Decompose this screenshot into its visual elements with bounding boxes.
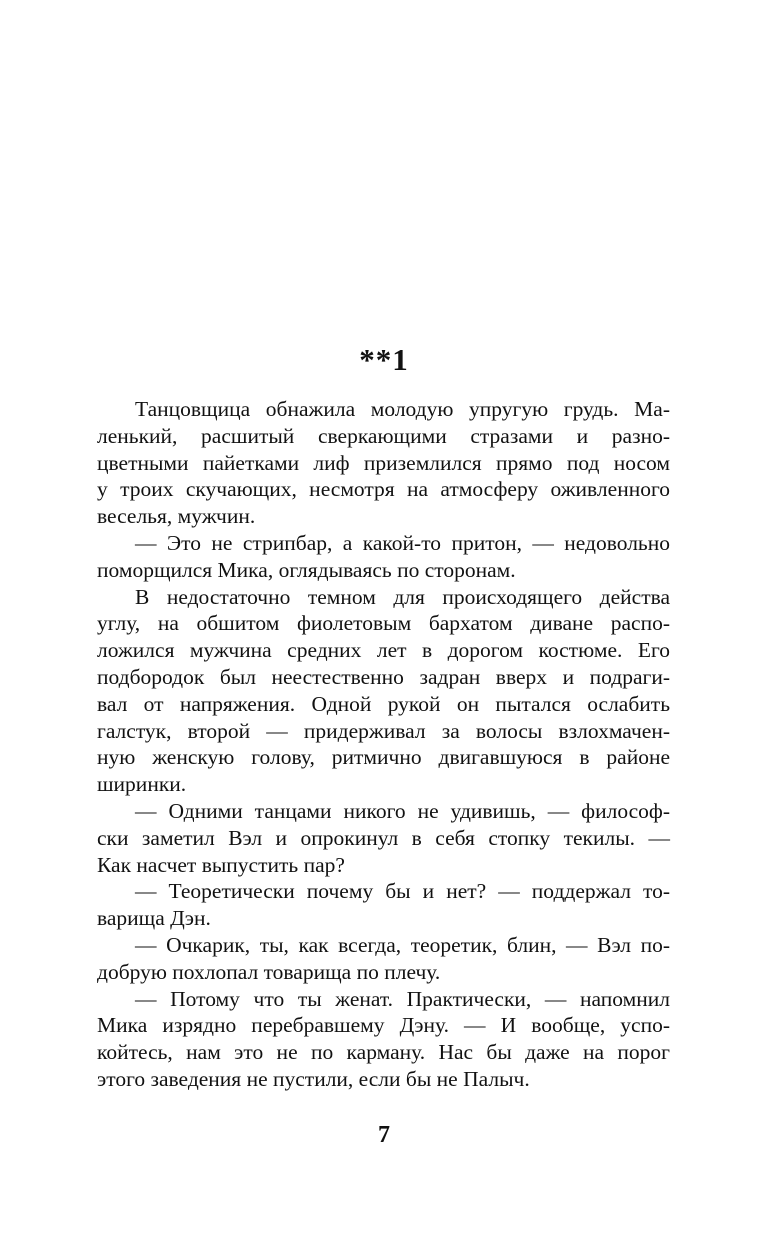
text-line: Мика изрядно перебравшему Дэну. — И вообще, успо-: [97, 1013, 670, 1038]
text-line: ложился мужчина средних лет в дорогом костюме. Его: [97, 638, 670, 663]
text-line: В недостаточно темном для происходящего действа: [135, 584, 670, 609]
text-line: подбородок был неестественно задран вверх и подраги-: [97, 664, 670, 689]
text-line: этого заведения не пустили, если бы не Палыч.: [97, 1066, 530, 1091]
text-line: — Потому что ты женат. Практически, — напомнил: [135, 986, 670, 1011]
text-line: Танцовщица обнажила молодую упругую грудь. Ма-: [135, 397, 670, 421]
text-line: ски заметил Вэл и опрокинул в себя стопку текилы. —: [97, 825, 670, 850]
text-line: углу, на обшитом фиолетовым бархатом диване распо-: [97, 611, 670, 636]
text-line: — Очкарик, ты, как всегда, теоретик, блин, — Вэл по-: [135, 932, 670, 957]
text-line: ленький, расшитый сверкающими стразами и разно-: [97, 423, 670, 448]
text-line: койтесь, нам это не по карману. Нас бы даже на порог: [97, 1040, 670, 1065]
text-line: веселья, мужчин.: [97, 504, 256, 529]
text-line: Как насчет выпустить пар?: [97, 852, 345, 877]
text-line: галстук, второй — придерживал за волосы взлохмачен-: [97, 718, 670, 743]
text-line: вал от напряжения. Одной рукой он пытался ослабить: [97, 691, 670, 716]
text-line: — Одними танцами никого не удивишь, — философ-: [135, 798, 670, 823]
text-line: цветными пайетками лиф приземлился прямо под носом: [97, 450, 670, 475]
page-number: 7: [378, 1122, 390, 1148]
chapter-title: **1: [359, 342, 409, 377]
text-line: — Это не стрипбар, а какой-то притон, — недовольно: [135, 530, 670, 555]
text-line: ную женскую голову, ритмично двигавшуюся в районе: [97, 745, 670, 770]
body-text: [97, 396, 670, 1093]
text-line: варища Дэн.: [97, 906, 211, 931]
text-line: у троих скучающих, несмотря на атмосферу оживленного: [97, 477, 670, 502]
text-line: — Теоретически почему бы и нет? — поддержал то-: [135, 879, 670, 904]
text-line: ширинки.: [97, 772, 187, 797]
text-line: поморщился Мика, оглядываясь по сторонам.: [97, 557, 516, 582]
text-line: добрую похлопал товарища по плечу.: [97, 959, 441, 984]
